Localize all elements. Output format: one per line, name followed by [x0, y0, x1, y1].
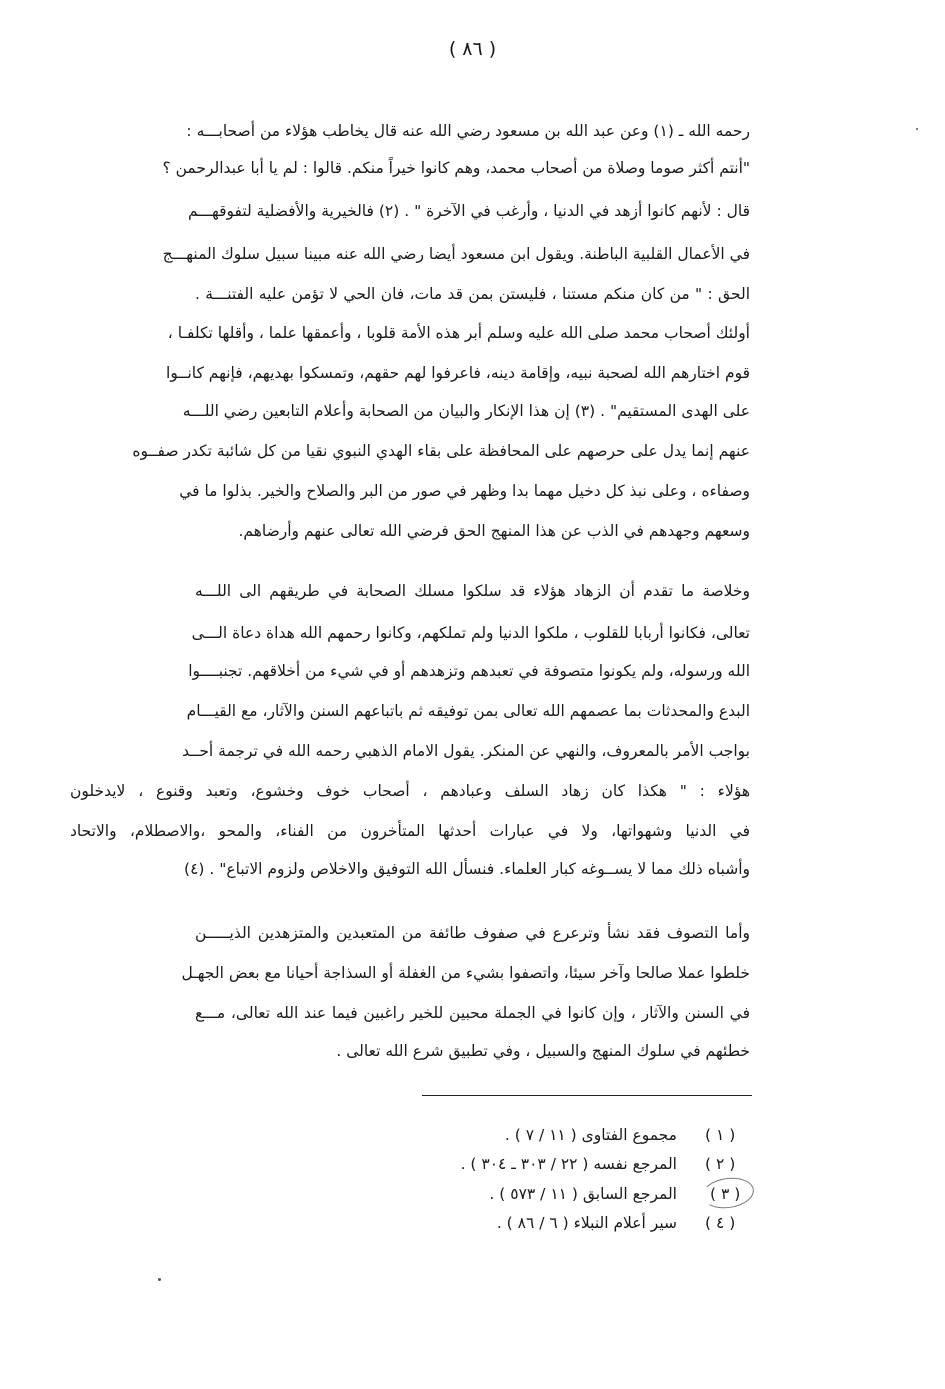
- page-number: ( ٨٦ ): [448, 38, 497, 60]
- text-line: في السنن والآثار ، وإن كانوا في الجملة محبين للخير راغبين فيما عند الله تعالى، مـــع: [195, 1004, 750, 1022]
- text-line: وخلاصة ما تقدم أن الزهاد هؤلاء قد سلكوا مسلك الصحابة في طريقهم الى اللـــه: [195, 582, 750, 600]
- scan-speck: [158, 1278, 161, 1281]
- text-line: قال : لأنهم كانوا أزهد في الدنيا ، وأرغب في الآخرة " . (٢) فالخيرية والأفضلية لتفوقهـــم: [188, 202, 750, 220]
- text-line: وأما التصوف فقد نشأ وترعرع في صفوف طائفة من المتعبدين والمتزهدين الذيـــــن: [195, 924, 750, 942]
- footnote-text: سير أعلام النبلاء ( ٦ / ٨٦ ) .: [496, 1214, 677, 1232]
- footnote-text: مجموع الفتاوى ( ١١ / ٧ ) .: [504, 1126, 677, 1144]
- text-line: في الدنيا وشهواتها، ولا في عبارات أحدثها المتأخرون من الفناء، والمحو ،والاصطلام، والاتحاد: [70, 822, 750, 840]
- text-line: الحق : " من كان منكم مستنا ، فليستن بمن قد مات، فان الحي لا تؤمن عليه الفتنـــة .: [195, 285, 750, 303]
- text-line: البدع والمحدثات بما عصمهم الله تعالى بمن توفيقه ثم باتباعهم السنن والآثار، مع القيـــام: [186, 702, 750, 720]
- footnote-text: المرجع نفسه ( ٢٢ / ٣٠٣ ـ ٣٠٤ ) .: [460, 1155, 677, 1173]
- footnote-text: المرجع السابق ( ١١ / ٥٧٣ ) .: [489, 1185, 677, 1203]
- text-line: عنهم إنما يدل على حرصهم على المحافظة على بقاء الهدي النبوي نقيا من كل شائبة تكدر صفــوه: [132, 442, 750, 460]
- text-line: هؤلاء : " هكذا كان زهاد السلف وعبادهم ، أصحاب خوف وخشوع، وتعبد وقنوع ، لايدخلون: [70, 782, 750, 800]
- text-line: خطئهم في سلوك المنهج والسبيل ، وفي تطبيق شرع الله تعالى .: [336, 1042, 750, 1060]
- text-line: وأشباه ذلك مما لا يســوغه كبار العلماء. فنسأل الله التوفيق والاخلاص ولزوم الاتباع" . (٤): [184, 860, 750, 878]
- text-line: بواجب الأمر بالمعروف، والنهي عن المنكر. يقول الامام الذهبي رحمه الله في ترجمة أحــد: [182, 742, 750, 760]
- footnote-number: ( ٣ ): [710, 1185, 741, 1203]
- footnote-number: ( ١ ): [705, 1126, 736, 1144]
- text-line: قوم اختارهم الله لصحبة نبيه، وإقامة دينه، فاعرفوا لهم حقهم، وتمسكوا بهديهم، فإنهم كانــوا: [166, 364, 750, 382]
- text-line: في الأعمال القلبية الباطنة. ويقول ابن مسعود أيضا رضي الله عنه مبينا سبيل سلوك المنهـــج: [162, 245, 750, 263]
- footnote-number: ( ٢ ): [705, 1155, 736, 1173]
- text-line: تعالى، فكانوا أربابا للقلوب ، ملكوا الدنيا ولم تملكهم، وكانوا رحمهم الله هداة دعاة الـــى: [191, 624, 750, 642]
- footnote-number: ( ٤ ): [705, 1214, 736, 1232]
- text-line: خلطوا عملا صالحا وآخر سيئا، واتصفوا بشيء من الغفلة أو السذاجة أحيانا مع بعض الجهـل: [181, 964, 750, 982]
- footnote-divider: [422, 1095, 752, 1096]
- text-line: "أنتم أكثر صوما وصلاة من أصحاب محمد، وهم كانوا خيراً منكم. قالوا : لم يا أبا عبدالرحمن ؟: [162, 159, 750, 177]
- text-line: على الهدى المستقيم" . (٣) إن هذا الإنكار والبيان من الصحابة وأعلام التابعين رضي اللـــه: [182, 402, 750, 420]
- text-line: وسعهم وجهدهم في الذب عن هذا المنهج الحق فرضي الله تعالى عنهم وأرضاهم.: [238, 522, 750, 540]
- text-line: أولئك أصحاب محمد صلى الله عليه وسلم أبر هذه الأمة قلوبا ، وأعمقها علما ، وأقلها تكلفـا ،: [167, 324, 750, 342]
- scan-speck: [916, 128, 918, 130]
- text-line: رحمه الله ـ (١) وعن عبد الله بن مسعود رضي الله عنه قال يخاطب هؤلاء من أصحابـــه :: [186, 122, 750, 140]
- text-line: وصفاءه ، وعلى نبذ كل دخيل مهما بدا وظهر في صور من البر والصلاح والخير. بذلوا ما في: [179, 482, 750, 500]
- text-line: الله ورسوله، ولم يكونوا متصوفة في تعبدهم وتزهدهم أو في شيء من أخلاقهم. تجنبــــوا: [188, 662, 750, 680]
